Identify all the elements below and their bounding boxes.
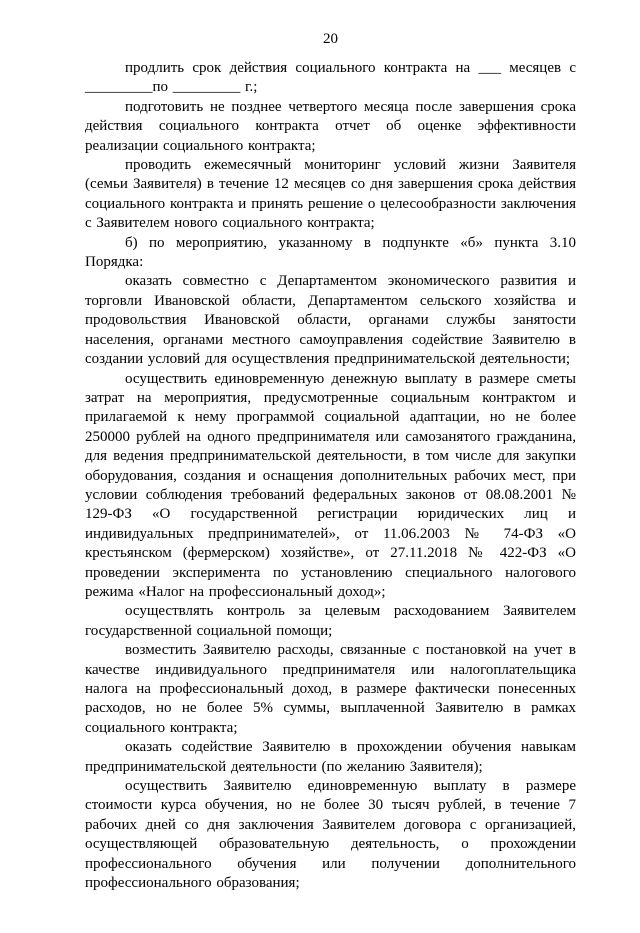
paragraph-subitem-b: б) по мероприятию, указанному в подпункте «б» пункта 3.10 Порядка:	[85, 234, 576, 271]
page-number: 20	[323, 31, 338, 47]
paragraph-reimburse-expenses: возместить Заявителю расходы, связанные с постановкой на учет в качестве индивидуального предпринимателя или налогоплательщика налога на профессиональный доход, в размере фактически понесенных расходов, но не более 5% суммы, выплаченной Заявителю в рамках социального контракта;	[85, 642, 576, 736]
paragraph-training-assistance: оказать содействие Заявителю в прохождении обучения навыкам предпринимательской деятельности (по желанию Заявителя);	[85, 739, 576, 775]
paragraph-extend-contract: продлить срок действия социального контракта на ___ месяцев с _________по _________ г.;	[85, 60, 576, 96]
paragraph-monthly-monitoring: проводить ежемесячный мониторинг условий жизни Заявителя (семьи Заявителя) в течение 12 месяцев со дня завершения срока действия социального контракта и принять решение о целесообразности заключения с Заявителем нового социального контракта;	[85, 157, 576, 232]
paragraph-spending-control: осуществлять контроль за целевым расходованием Заявителем государственной социальной помощи;	[85, 603, 576, 639]
paragraph-prepare-report: подготовить не позднее четвертого месяца после завершения срока действия социального контракта отчет об оценке эффективности реализации социального контракта;	[85, 98, 576, 154]
paragraph-training-payment: осуществить Заявителю единовременную выплату в размере стоимости курса обучения, но не более 30 тысяч рублей, в течение 7 рабочих дней со дня заключения Заявителем договора с организацией, осуществляющей образовательную деятельность, о прохождении профессионального обучения или получении дополнительного профессионального образования;	[85, 778, 576, 892]
paragraph-assist-departments: оказать совместно с Департаментом экономического развития и торговли Ивановской области, Департаментом сельского хозяйства и продовольствия Ивановской области, органами службы занятости населения, органами местного самоуправления содействие Заявителю в создании условий для осуществления предпринимательской деятельности;	[85, 273, 576, 368]
document-body	[85, 59, 576, 893]
paragraph-lump-sum-payment: осуществить единовременную денежную выплату в размере сметы затрат на мероприятия, предусмотренные социальным контрактом и прилагаемой к нему программой социальной адаптации, но не более 250000 рублей на одного предпринимателя или самозанятого гражданина, для ведения предпринимательской деятельности, в том числе для закупки оборудования, создания и оснащения дополнительных рабочих мест, при условии соблюдения требований федеральных законов от 08.08.2001 № 129-ФЗ «О государственной регистрации юридических лиц и индивидуальных предпринимателей», от 11.06.2003 № 74-ФЗ «О крестьянском (фермерском) хозяйстве», от 27.11.2018 № 422-ФЗ «О проведении эксперимента по установлению специального налогового режима «Налог на профессиональный доход»;	[85, 370, 576, 600]
